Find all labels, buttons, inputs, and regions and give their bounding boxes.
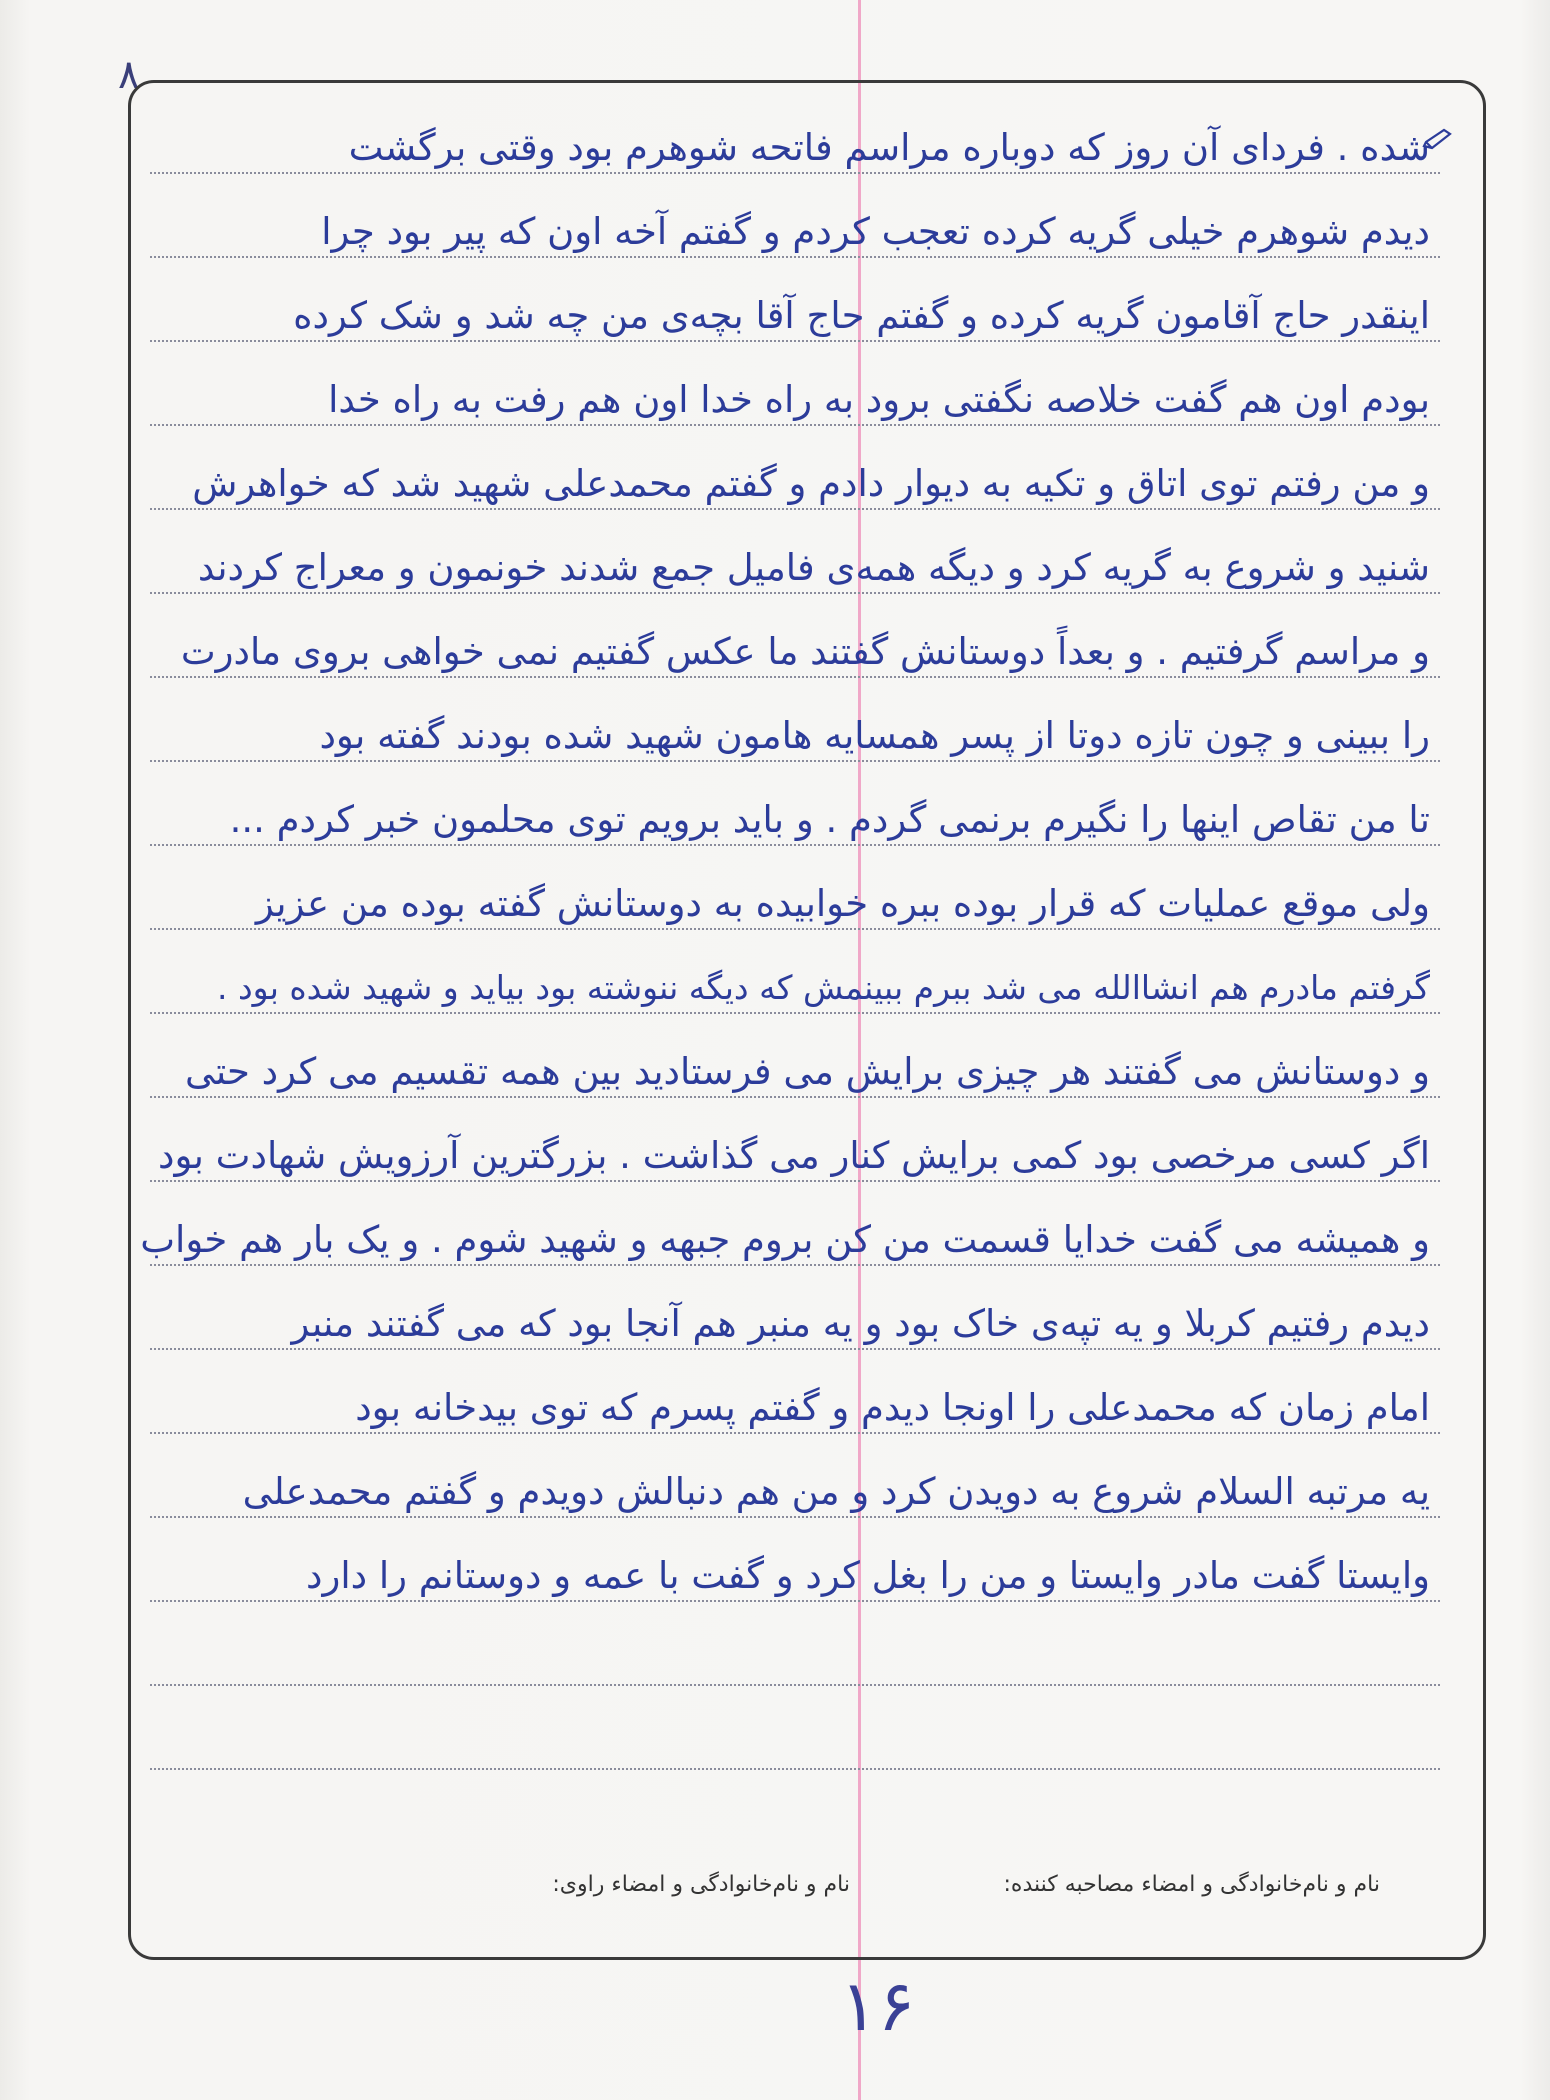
page-number: ۱۶ [840, 1965, 916, 2047]
corner-mark: ۸ [118, 52, 140, 98]
handwritten-line: و مراسم گرفتیم . و بعداً دوستانش گفتند ما عکس گفتیم نمی خواهی بروی مادرت [180, 630, 1430, 673]
handwritten-line: گرفتم مادرم هم انشاالله می شد ببرم ببینمش که دیگه ننوشته بود بیاید و شهید شده بود . [216, 968, 1430, 1007]
narrator-signature-label: نام و نام‌خانوادگی و امضاء راوی: [552, 1872, 850, 1897]
handwritten-line: اگر کسی مرخصی بود کمی برایش کنار می گذاشت . بزرگترین آرزویش شهادت بود [157, 1134, 1430, 1177]
handwritten-line: شنید و شروع به گریه کرد و دیگه همه‌ی فامیل جمع شدند خونمون و معراج کردند [197, 546, 1430, 589]
interviewer-signature-label: نام و نام‌خانوادگی و امضاء مصاحبه کننده: [1003, 1872, 1380, 1897]
handwritten-line: را ببینی و چون تازه دوتا از پسر همسایه هامون شهید شده بودند گفته بود [319, 714, 1430, 757]
handwritten-line: یه مرتبه السلام شروع به دویدن کرد و من هم دنبالش دویدم و گفتم محمدعلی [242, 1470, 1430, 1513]
handwritten-line: وایستا گفت مادر وایستا و من را بغل کرد و گفت با عمه و دوستانم را دارد [306, 1554, 1430, 1597]
handwritten-line: دیدم رفتیم کربلا و یه تپه‌ی خاک بود و یه منبر هم آنجا بود که می گفتند منبر [291, 1302, 1430, 1345]
handwritten-line: ولی موقع عملیات که قرار بوده ببره خوابیده به دوستانش گفته بوده من عزیز [255, 882, 1430, 925]
handwritten-line: دیدم شوهرم خیلی گریه کرده تعجب کردم و گفتم آخه اون که پیر بود چرا [321, 210, 1430, 253]
handwritten-line: و دوستانش می گفتند هر چیزی برایش می فرستادید بین همه تقسیم می کرد حتی [185, 1050, 1430, 1093]
page-frame [128, 80, 1486, 1960]
handwritten-line: امام زمان که محمدعلی را اونجا دیدم و گفتم پسرم که توی بیدخانه بود [355, 1386, 1430, 1429]
handwritten-line: اینقدر حاج آقامون گریه کرده و گفتم حاج آقا بچه‌ی من چه شد و شک کرده [293, 294, 1430, 337]
handwritten-line: و همیشه می گفت خدایا قسمت من کن بروم جبهه و شهید شوم . و یک بار هم خواب [140, 1218, 1430, 1261]
handwritten-line: بودم اون هم گفت خلاصه نگفتی برود به راه خدا اون هم رفت به راه خدا [328, 378, 1430, 421]
rule-line [150, 1684, 1440, 1686]
rule-line [150, 1768, 1440, 1770]
handwritten-line: و من رفتم توی اتاق و تکیه به دیوار دادم و گفتم محمدعلی شهید شد که خواهرش [192, 462, 1430, 505]
handwritten-line: شده . فردای آن روز که دوباره مراسم فاتحه شوهرم بود وقتی برگشت [348, 126, 1430, 169]
handwritten-line: تا من تقاص اینها را نگیرم برنمی گردم . و باید برویم توی محلمون خبر کردم ... [229, 798, 1430, 841]
